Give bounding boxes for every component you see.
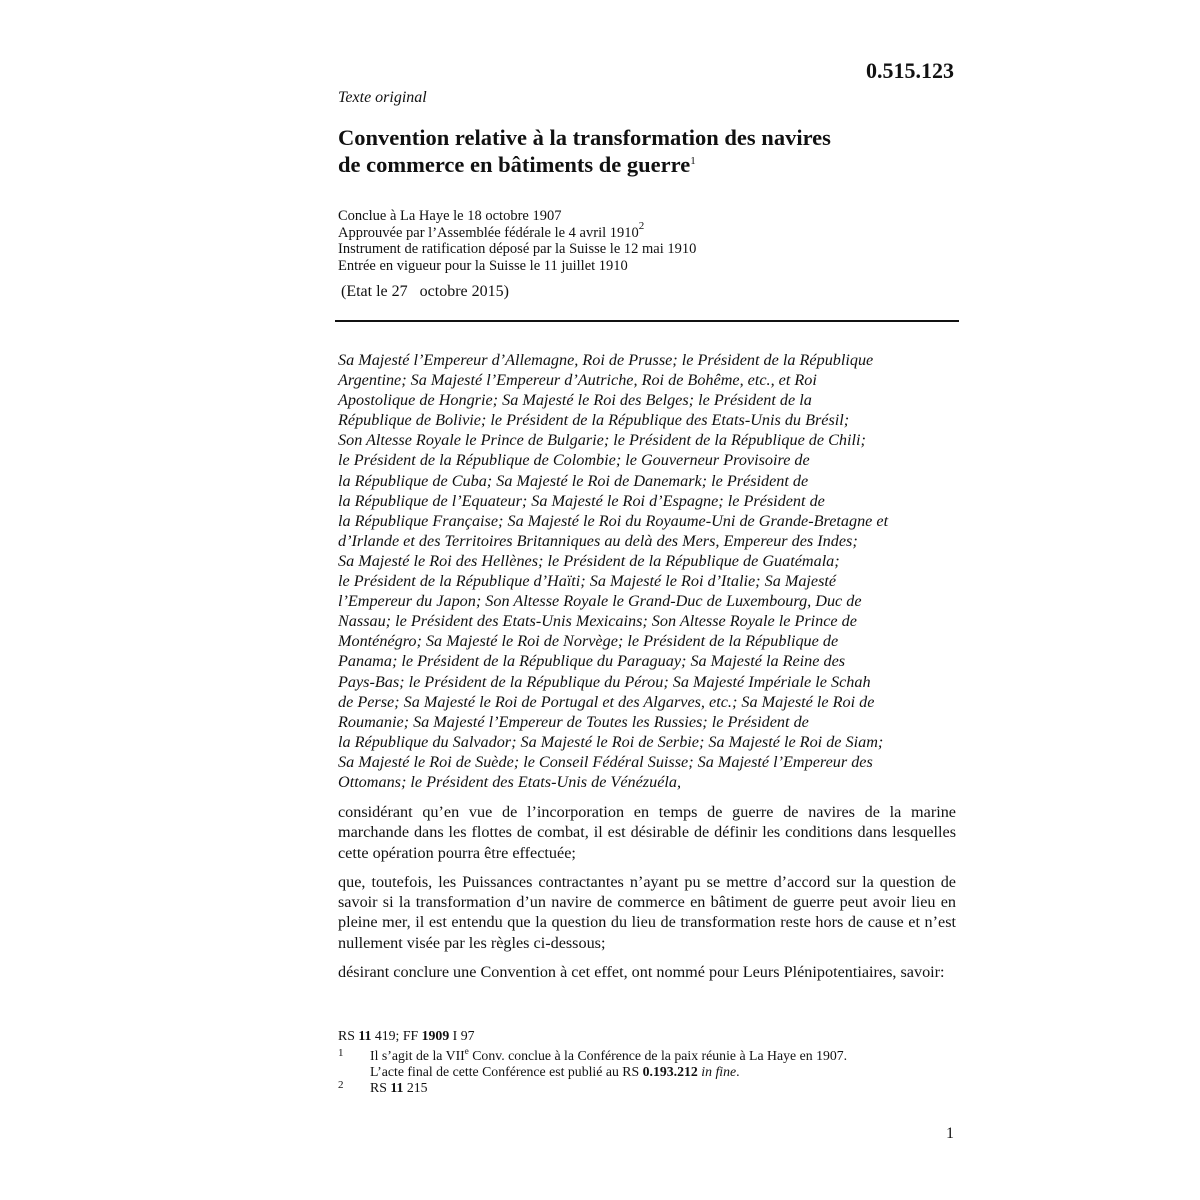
body-text: [338, 802, 956, 991]
meta-conclue: Conclue à La Haye le 18 octobre 1907: [338, 208, 562, 224]
preamble-line: la République de Cuba; Sa Majesté le Roi de Danemark; le Président de: [338, 471, 809, 490]
meta-approuvee: [338, 219, 958, 242]
footnote-1: [338, 1048, 958, 1080]
footnote-1-superscript: e: [464, 1046, 469, 1056]
footnote-1-line-1: [370, 1048, 958, 1064]
footnotes: [338, 1028, 958, 1096]
title-line-2-text: de commerce en bâtiments de guerre: [338, 152, 691, 177]
page-number: 1: [946, 1125, 954, 1142]
ref-rs-volume: 11: [358, 1028, 372, 1043]
document-title: [338, 124, 958, 178]
footnote-1-text-b: Conv. conclue à la Conférence de la paix réunie à La Haye en 1907.: [468, 1048, 848, 1063]
footnote-1-line-2: [370, 1064, 958, 1080]
preamble-line: Roumanie; Sa Majesté l’Empereur de Toutes les Russies; le Président de: [338, 712, 809, 731]
title-footnote-mark[interactable]: 1: [690, 155, 696, 167]
body-paragraph-considerant: considérant qu’en vue de l’incorporation en temps de guerre de navires de la marine marchande dans les flottes de combat, il est désirable de définir les conditions dans lesquelles cette opération pourra être effectuée;: [338, 803, 956, 862]
meta-instrument: Instrument de ratification déposé par la Suisse le 12 mai 1910: [338, 241, 697, 257]
preamble-line: l’Empereur du Japon; Son Altesse Royale le Grand-Duc de Luxembourg, Duc de: [338, 592, 862, 611]
preamble-line: d’Irlande et des Territoires Britanniques au delà des Mers, Empereur des Indes;: [338, 531, 858, 550]
preamble-line: Monténégro; Sa Majesté le Roi de Norvège; le Président de la République de: [338, 632, 839, 651]
preamble: [338, 350, 960, 792]
preamble-line: Apostolique de Hongrie; Sa Majesté le Roi des Belges; le Président de la: [338, 391, 812, 410]
metadata-block: [338, 208, 958, 274]
preamble-line: Argentine; Sa Majesté l’Empereur d’Autriche, Roi de Bohême, etc., et Roi: [338, 371, 817, 390]
ref-ff-year: 1909: [421, 1028, 450, 1043]
footnote-2-volume: 11: [390, 1080, 404, 1095]
footnote-1-period: .: [736, 1064, 740, 1079]
preamble-line: le Président de la République de Colombie; le Gouverneur Provisoire de: [338, 451, 810, 470]
document-number: 0.515.123: [866, 58, 954, 83]
footnote-2-mark: 2: [338, 1079, 344, 1091]
preamble-line: de Perse; Sa Majesté le Roi de Portugal et des Algarves, etc.; Sa Majesté le Roi de: [338, 692, 875, 711]
ref-rs-label: RS: [338, 1028, 355, 1043]
preamble-line: Pays-Bas; le Président de la République du Pérou; Sa Majesté Impériale le Schah: [338, 672, 871, 691]
preamble-line: la République Française; Sa Majesté le Roi du Royaume-Uni de Grande-Bretagne et: [338, 511, 889, 530]
footnote-2-line: [370, 1080, 958, 1096]
preamble-line: Sa Majesté l’Empereur d’Allemagne, Roi de Prusse; le Président de la République: [338, 351, 874, 369]
preamble-line: le Président de la République d’Haïti; Sa Majesté le Roi d’Italie; Sa Majesté: [338, 572, 837, 591]
preamble-line: Panama; le Président de la République du Paraguay; Sa Majesté la Reine des: [338, 652, 846, 671]
preamble-line: Ottomans; le Président des Etats-Unis de Vénézuéla,: [338, 772, 682, 791]
texte-original-label: Texte original: [338, 89, 427, 106]
preamble-line: Son Altesse Royale le Prince de Bulgarie; le Président de la République de Chili;: [338, 431, 866, 450]
meta-approuvee-text: Approuvée par l’Assemblée fédérale le 4 avril 1910: [338, 224, 639, 241]
footnote-1-text-c: L’acte final de cette Conférence est publié au RS: [370, 1064, 643, 1079]
preamble-line: République de Bolivie; le Président de la République des Etats-Unis du Brésil;: [338, 411, 850, 430]
footnote-1-in-fine: in fine: [701, 1064, 737, 1079]
footnote-2-page: 215: [406, 1080, 428, 1095]
footnote-2: [338, 1080, 958, 1096]
preamble-line: la République de l’Equateur; Sa Majesté le Roi d’Espagne; le Président de: [338, 491, 825, 510]
body-paragraph-desirant: désirant conclure une Convention à cet effet, ont nommé pour Leurs Plénipotentiaires, savoir:: [338, 963, 945, 982]
footnote-1-mark: 1: [338, 1047, 344, 1059]
meta-etat: (Etat le 27 octobre 2015): [341, 283, 509, 300]
ref-ff-page: I 97: [452, 1028, 475, 1043]
footnote-2-rs-label: RS: [370, 1080, 387, 1095]
title-line-1: Convention relative à la transformation des navires: [338, 125, 831, 150]
footnote-reference-line: [338, 1028, 958, 1044]
ref-rs-page: 419; FF: [374, 1028, 419, 1043]
meta-approuvee-footnote-mark[interactable]: 2: [638, 219, 645, 232]
meta-entree: Entrée en vigueur pour la Suisse le 11 juillet 1910: [338, 257, 628, 274]
footnote-1-text-a: Il s’agit de la VII: [370, 1048, 465, 1063]
header-divider: [335, 320, 959, 322]
title-line-2: [338, 151, 958, 178]
preamble-line: la République du Salvador; Sa Majesté le Roi de Serbie; Sa Majesté le Roi de Siam;: [338, 732, 884, 751]
preamble-line: Sa Majesté le Roi des Hellènes; le Président de la République de Guatémala;: [338, 551, 840, 570]
body-paragraph-toutefois: que, toutefois, les Puissances contractantes n’ayant pu se mettre d’accord sur la question de savoir si la transformation d’un navire de commerce en bâtiment de guerre peut avoir lieu en pleine mer, il est entendu que la question du lieu de transformation reste hors de cause et n’est nullement visée par les règles ci-dessous;: [338, 872, 956, 952]
footnote-1-rs-link[interactable]: 0.193.212: [642, 1064, 698, 1079]
preamble-line: Sa Majesté le Roi de Suède; le Conseil Fédéral Suisse; Sa Majesté l’Empereur des: [338, 752, 873, 771]
preamble-line: Nassau; le Président des Etats-Unis Mexicains; Son Altesse Royale le Prince de: [338, 612, 857, 631]
